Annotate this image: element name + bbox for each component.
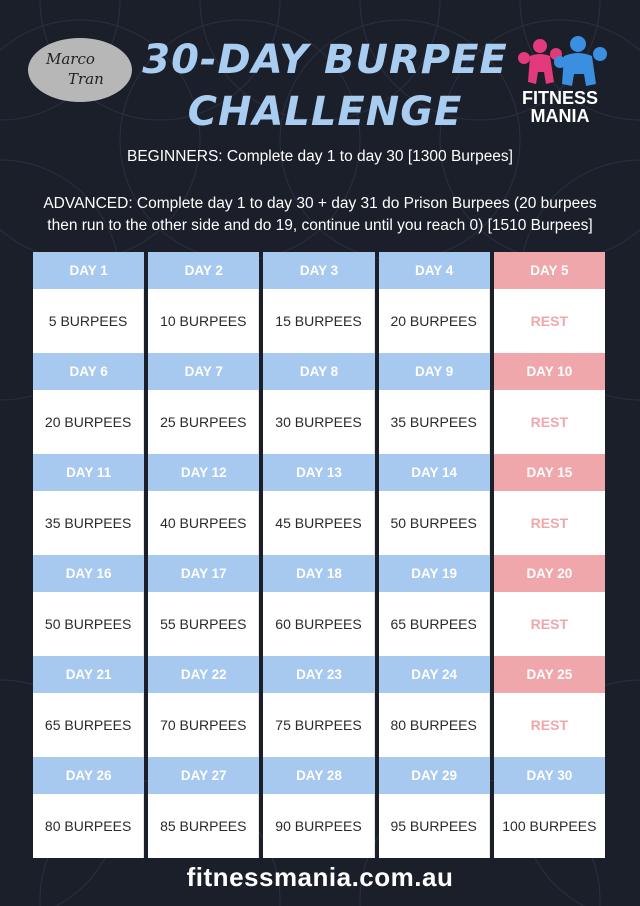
burpee-row: [33, 289, 607, 353]
rest-day-value: REST: [494, 491, 605, 555]
burpee-count: 15 BURPEES: [263, 289, 374, 353]
burpee-row: [33, 794, 607, 858]
burpee-row: [33, 491, 607, 555]
burpee-count: 55 BURPEES: [148, 592, 259, 656]
burpee-count: 85 BURPEES: [148, 794, 259, 858]
burpee-row: [33, 390, 607, 454]
day-label: DAY 26: [33, 757, 144, 794]
day-label: DAY 21: [33, 656, 144, 693]
logo-word-mania: MANIA: [530, 106, 590, 126]
burpee-row: [33, 693, 607, 757]
day-header-row: [33, 252, 607, 289]
burpee-count: 70 BURPEES: [148, 693, 259, 757]
day-label: DAY 30: [494, 757, 605, 794]
day-label: DAY 6: [33, 353, 144, 390]
burpee-count: 65 BURPEES: [379, 592, 490, 656]
page-title-line1: 30-DAY BURPEE: [142, 37, 508, 83]
logo-word-fitness: FITNESS: [521, 88, 598, 108]
rest-day-value: REST: [494, 390, 605, 454]
burpee-count: 10 BURPEES: [148, 289, 259, 353]
burpee-count: 25 BURPEES: [148, 390, 259, 454]
burpee-count: 40 BURPEES: [148, 491, 259, 555]
day-label: DAY 28: [263, 757, 374, 794]
burpee-count: 100 BURPEES: [494, 794, 605, 858]
day-label: DAY 4: [379, 252, 490, 289]
signature-line1: Marco: [46, 50, 95, 68]
burpee-count: 80 BURPEES: [33, 794, 144, 858]
rest-day-value: REST: [494, 289, 605, 353]
footer-url: fitnessmania.com.au: [186, 862, 454, 892]
burpee-count: 35 BURPEES: [33, 491, 144, 555]
day-label: DAY 9: [379, 353, 490, 390]
day-label: DAY 2: [148, 252, 259, 289]
burpee-count: 45 BURPEES: [263, 491, 374, 555]
signature-badge: [28, 38, 132, 102]
day-label: DAY 17: [148, 555, 259, 592]
day-label: DAY 7: [148, 353, 259, 390]
beginners-instructions: BEGINNERS: Complete day 1 to day 30 [1300 Burpees]: [127, 148, 513, 165]
rest-day-value: REST: [494, 693, 605, 757]
day-label: DAY 23: [263, 656, 374, 693]
day-label: DAY 20: [494, 555, 605, 592]
day-label: DAY 5: [494, 252, 605, 289]
day-label: DAY 11: [33, 454, 144, 491]
day-header-row: [33, 454, 607, 491]
rest-day-value: REST: [494, 592, 605, 656]
burpee-count: 80 BURPEES: [379, 693, 490, 757]
day-label: DAY 10: [494, 353, 605, 390]
day-header-row: [33, 353, 607, 390]
burpee-count: 95 BURPEES: [379, 794, 490, 858]
burpee-count: 20 BURPEES: [33, 390, 144, 454]
burpee-row: [33, 592, 607, 656]
day-label: DAY 29: [379, 757, 490, 794]
day-label: DAY 22: [148, 656, 259, 693]
day-label: DAY 27: [148, 757, 259, 794]
burpee-count: 50 BURPEES: [33, 592, 144, 656]
burpee-count: 20 BURPEES: [379, 289, 490, 353]
day-label: DAY 15: [494, 454, 605, 491]
burpee-count: 60 BURPEES: [263, 592, 374, 656]
burpee-count: 50 BURPEES: [379, 491, 490, 555]
advanced-instructions: [20, 193, 620, 237]
day-header-row: [33, 555, 607, 592]
day-label: DAY 24: [379, 656, 490, 693]
day-header-row: [33, 656, 607, 693]
day-label: DAY 19: [379, 555, 490, 592]
burpee-count: 35 BURPEES: [379, 390, 490, 454]
day-label: DAY 1: [33, 252, 144, 289]
challenge-calendar: [33, 252, 607, 858]
day-label: DAY 12: [148, 454, 259, 491]
day-label: DAY 16: [33, 555, 144, 592]
advanced-line2: then run to the other side and do 19, continue until you reach 0) [1510 Burpees]: [47, 217, 593, 234]
burpee-count: 30 BURPEES: [263, 390, 374, 454]
page-title-line2: CHALLENGE: [187, 89, 463, 135]
day-label: DAY 3: [263, 252, 374, 289]
day-label: DAY 18: [263, 555, 374, 592]
day-label: DAY 13: [263, 454, 374, 491]
advanced-line1: ADVANCED: Complete day 1 to day 30 + day 31 do Prison Burpees (20 burpees: [43, 195, 597, 212]
burpee-count: 90 BURPEES: [263, 794, 374, 858]
day-label: DAY 14: [379, 454, 490, 491]
burpee-count: 5 BURPEES: [33, 289, 144, 353]
day-header-row: [33, 757, 607, 794]
burpee-count: 65 BURPEES: [33, 693, 144, 757]
day-label: DAY 8: [263, 353, 374, 390]
burpee-count: 75 BURPEES: [263, 693, 374, 757]
signature-line2: Tran: [68, 70, 104, 88]
day-label: DAY 25: [494, 656, 605, 693]
